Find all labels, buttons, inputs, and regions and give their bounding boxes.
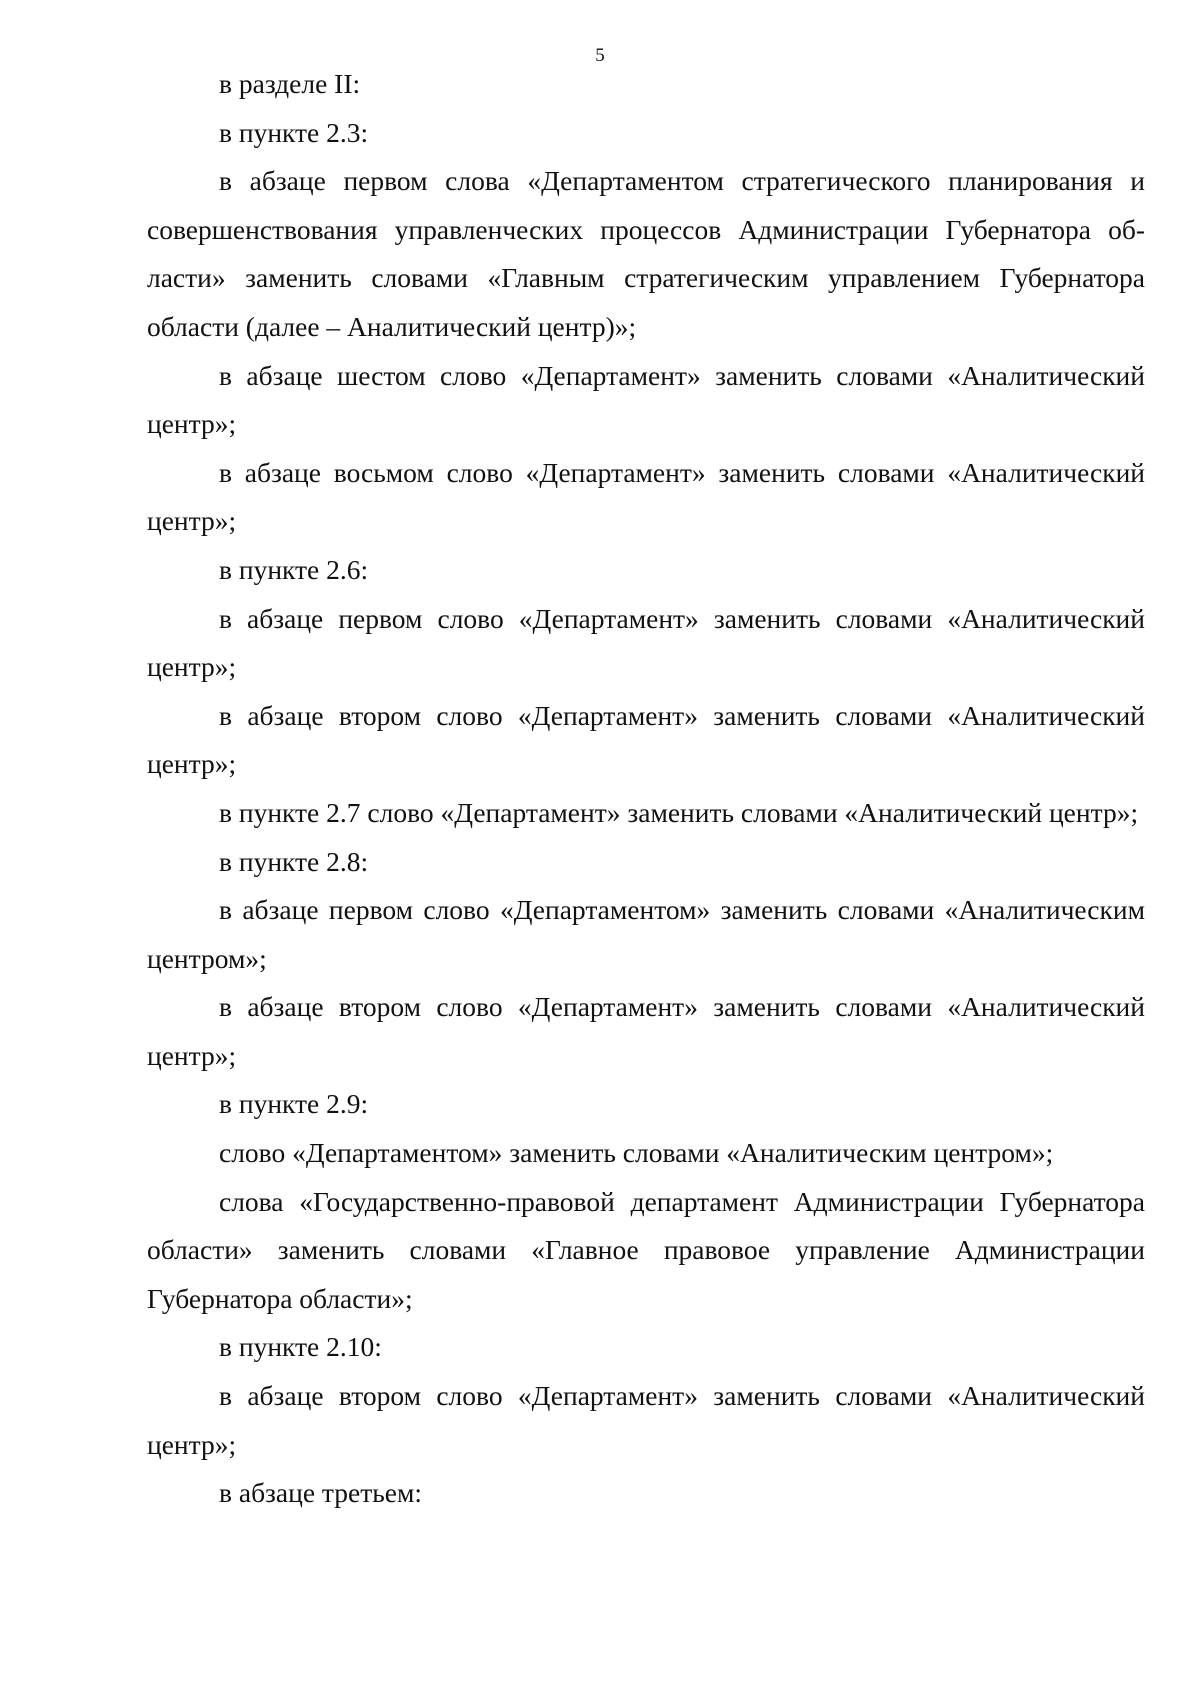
document-body	[147, 60, 1145, 1518]
paragraph-2-3-first-abzac: в абзаце первом слова «Департаментом стратегического планирования и совершенствования управленческих процессов Администрации Губернатора области» заменить словами «Главным стратегическим управлением Губернатора области (далее – Аналитический центр)»;	[147, 165, 1145, 342]
paragraph-item-2-10: в пункте 2.10:	[219, 1331, 382, 1363]
paragraph-section-2: в разделе II:	[219, 68, 361, 99]
paragraph-item-2-8: в пункте 2.8:	[219, 845, 369, 877]
paragraph-2-8-second-abzac: в абзаце втором слово «Департамент» заменить словами «Аналитический центр»;	[147, 991, 1145, 1071]
paragraph-2-10-second-abzac: в абзаце втором слово «Департамент» заменить словами «Аналитический центр»;	[147, 1380, 1145, 1460]
paragraph-item-2-7: в пункте 2.7 слово «Департамент» заменить словами «Аналитический центр»;	[219, 796, 1139, 828]
paragraph-item-2-3: в пункте 2.3:	[219, 116, 369, 148]
paragraph-2-9-word-replacement: слово «Департаментом» заменить словами «Аналитическим центром»;	[219, 1137, 1054, 1169]
paragraph-2-3-eighth-abzac: в абзаце восьмом слово «Департамент» заменить словами «Аналитический центр»;	[147, 456, 1145, 537]
paragraph-2-6-second-abzac: в абзаце втором слово «Департамент» заменить словами «Аналитический центр»;	[147, 699, 1145, 780]
paragraph-2-3-sixth-abzac: в абзаце шестом слово «Департамент» заменить словами «Аналитический центр»;	[147, 359, 1145, 440]
paragraph-item-2-6: в пункте 2.6:	[219, 553, 369, 585]
paragraph-item-2-9: в пункте 2.9:	[219, 1088, 369, 1120]
paragraph-2-8-first-abzac: в абзаце первом слово «Департаментом» заменить словами «Аналитическим центром»;	[147, 894, 1145, 974]
paragraph-2-6-first-abzac: в абзаце первом слово «Департамент» заменить словами «Аналитический центр»;	[147, 602, 1145, 683]
paragraph-2-10-third-abzac: в абзаце третьем:	[219, 1477, 423, 1509]
page-number: 5	[595, 45, 605, 66]
paragraph-2-9-words-replacement: слова «Государственно-правовой департамент Администрации Губернатора области» заменить словами «Главное правовое управление Администрации Губернатора области»;	[147, 1185, 1145, 1314]
